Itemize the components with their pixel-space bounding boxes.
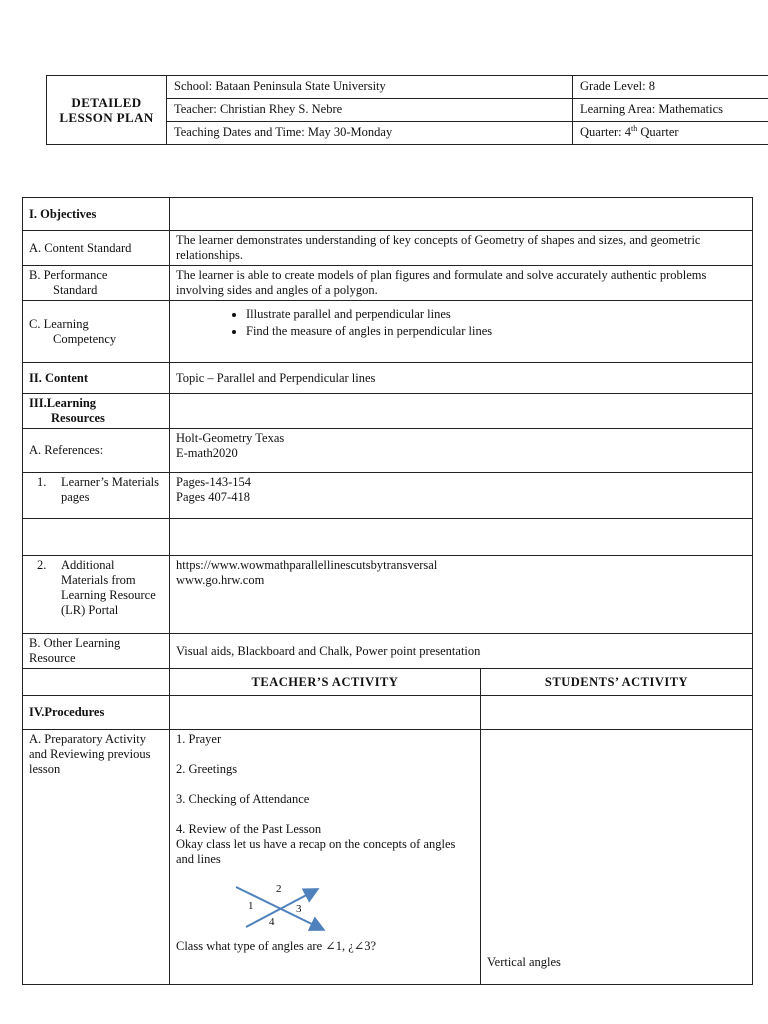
step-attendance: 3. Checking of Attendance <box>176 792 310 806</box>
resource-link: www.go.hrw.com <box>176 573 265 587</box>
reference-item: Holt-Geometry Texas <box>176 431 285 445</box>
objectives-empty <box>170 198 753 231</box>
preparatory-activity-label: A. Preparatory Activity and Reviewing previous lesson <box>23 730 170 985</box>
blank-label-cell <box>23 519 170 556</box>
recap-text: Okay class let us have a recap on the concepts of angles and lines <box>176 837 456 866</box>
learners-materials-label <box>23 473 170 519</box>
objectives-label: I. Objectives <box>23 198 170 231</box>
quarter-cell <box>573 122 768 145</box>
quarter-prefix: Quarter: 4 <box>580 125 632 139</box>
quarter-suffix: Quarter <box>637 125 679 139</box>
activity-header-blank <box>23 669 170 696</box>
step-prayer: 1. Prayer <box>176 732 222 746</box>
teaching-dates-cell: Teaching Dates and Time: May 30-Monday <box>167 122 573 145</box>
resources-empty <box>170 394 753 429</box>
grade-level-cell: Grade Level: 8 <box>573 76 768 99</box>
additional-label-text: Additional Materials from Learning Resource (LR) Portal <box>61 558 156 617</box>
intersecting-lines-svg <box>176 877 336 937</box>
content-standard-label: A. Content Standard <box>23 231 170 266</box>
lesson-plan-table <box>22 197 753 985</box>
reference-item: E-math2020 <box>176 446 238 460</box>
competency-item: • Find the measure of angles in perpendicular lines <box>246 324 746 339</box>
resources-label-line-2: Resources <box>51 411 105 425</box>
resource-link: https://www.wowmathparallellinescutsbytransversal <box>176 558 438 572</box>
question-text: Class what type of angles are ∠1, ¿∠3? <box>176 939 377 953</box>
page-range: Pages-143-154 <box>176 475 251 489</box>
other-resource-label: B. Other Learning Resource <box>23 634 170 669</box>
additional-number: 2. <box>37 558 47 572</box>
competency-list <box>246 307 746 339</box>
other-resource-text: Visual aids, Blackboard and Chalk, Power point presentation <box>170 634 753 669</box>
performance-label-line-1: B. Performance <box>29 268 108 282</box>
step-review: 4. Review of the Past Lesson <box>176 822 322 836</box>
page-range: Pages 407-418 <box>176 490 250 504</box>
learners-label-text: Learner’s Materials pages <box>61 475 159 504</box>
title-line-1: DETAILED <box>71 95 142 110</box>
learning-competency-cell <box>170 301 753 363</box>
content-standard-text: The learner demonstrates understanding of key concepts of Geometry of shapes and sizes, and geometric relationships. <box>170 231 753 266</box>
performance-standard-label <box>23 266 170 301</box>
learning-area-cell: Learning Area: Mathematics <box>573 99 768 122</box>
resources-label-line-1: III.Learning <box>29 396 97 410</box>
competency-label-line-2: Competency <box>53 331 117 346</box>
references-cell <box>170 429 753 473</box>
student-answer: Vertical angles <box>487 955 561 969</box>
content-label: II. Content <box>23 363 170 394</box>
references-label: A. References: <box>23 429 170 473</box>
competency-item: • Illustrate parallel and perpendicular lines <box>246 307 746 322</box>
blank-content-cell <box>170 519 753 556</box>
procedures-student-empty <box>481 696 753 730</box>
learning-competency-label <box>23 301 170 363</box>
title-line-2: LESSON PLAN <box>59 110 154 125</box>
teacher-cell: Teacher: Christian Rhey S. Nebre <box>167 99 573 122</box>
angle-label-1: 1 <box>248 900 254 912</box>
procedures-teacher-empty <box>170 696 481 730</box>
additional-links-cell <box>170 556 753 634</box>
performance-standard-text: The learner is able to create models of plan figures and formulate and solve accurately authentic problems involving sides and angles of a polygon. <box>170 266 753 301</box>
student-activity-cell <box>481 730 753 985</box>
angle-label-4: 4 <box>269 916 275 928</box>
content-topic: Topic – Parallel and Perpendicular lines <box>170 363 753 394</box>
angle-label-2: 2 <box>276 883 282 895</box>
angle-label-3: 3 <box>296 903 302 915</box>
competency-label-line-1: C. Learning <box>29 316 89 331</box>
learners-number: 1. <box>37 475 47 489</box>
additional-materials-label <box>23 556 170 634</box>
learners-pages-cell <box>170 473 753 519</box>
teacher-activity-cell <box>170 730 481 985</box>
learning-resources-label <box>23 394 170 429</box>
lesson-plan-title <box>47 76 167 145</box>
header-table <box>46 75 768 145</box>
intersecting-lines-diagram <box>176 877 336 937</box>
quarter-superscript: th <box>631 123 638 133</box>
students-activity-header: STUDENTS’ ACTIVITY <box>481 669 753 696</box>
procedures-label: IV.Procedures <box>23 696 170 730</box>
step-greetings: 2. Greetings <box>176 762 238 776</box>
school-cell: School: Bataan Peninsula State University <box>167 76 573 99</box>
teachers-activity-header: TEACHER’S ACTIVITY <box>170 669 481 696</box>
performance-label-line-2: Standard <box>53 283 98 297</box>
